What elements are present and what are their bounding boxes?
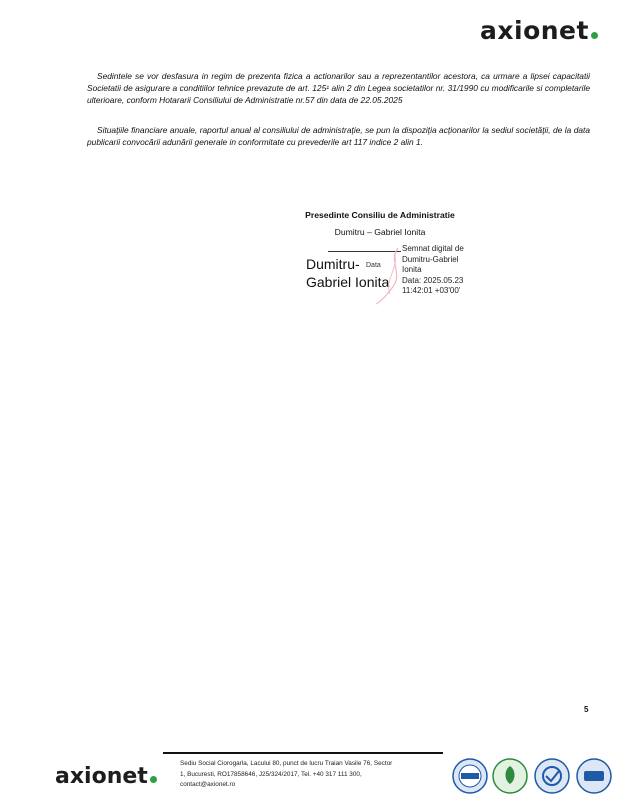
signature-data-label: Data	[366, 262, 381, 269]
logo-dot	[591, 32, 598, 39]
logo-dot	[150, 776, 157, 783]
signature-scribble-icon	[370, 244, 410, 306]
stamp-line: Semnat digital de	[402, 244, 464, 253]
certification-badges	[450, 756, 616, 800]
iso-45001-badge-icon	[576, 758, 612, 794]
iso-9001-badge-icon	[534, 758, 570, 794]
body-paragraph-2	[87, 124, 590, 152]
stamp-line: Ionita	[402, 265, 422, 274]
digital-signature-name: Dumitru- Gabriel Ionita	[306, 256, 390, 290]
signatory-name: Dumitru – Gabriel Ionita	[334, 227, 426, 237]
iso-27001-badge-icon	[452, 758, 488, 794]
footer-logo: axionet	[55, 764, 157, 789]
signature-block	[260, 210, 500, 237]
paragraph-text: Sedintele se vor desfasura in regim de prezenta fizica a actionarilor sau a reprezentantilor acestora, ca urmare a lipsei capacitatii Societatii de asigurare a conditiilor tehnice prevazute de art. 125¹ alin 2 din Legea societatilor nr. 31/1990 cu modificarile si completarile ulterioare, conform Hotararii Consiliului de Administratie nr.57 din data de 22.05.2025	[87, 71, 590, 105]
paragraph-text: Situaţiile financiare anuale, raportul anual al consiliului de administraţie, se pun la dispoziţia acţionarilor la sediul societăţii, de la data publicarii convocării adunării generale in conformitate cu prevederile art 117 indice 2 alin 1.	[87, 125, 590, 147]
footer-divider	[163, 752, 443, 754]
stamp-line: Dumitru-Gabriel	[402, 254, 459, 264]
footer-address: Sediu Social Ciorogarla, Lacului 80, punct de lucru Traian Vasile 76, Sector 1, Bucuresti, RO17858646, J25/324/2017, Tel. +40 317 111 300, contact@axionet.ro	[180, 760, 393, 788]
stamp-line: Data: 2025.05.23	[402, 275, 464, 285]
stamp-line: 11:42:01 +03'00'	[402, 286, 461, 295]
iso-14001-badge-icon	[492, 758, 528, 794]
page-number: 5	[584, 705, 589, 714]
signatory-title: Presedinte Consiliu de Administratie	[305, 210, 455, 220]
body-paragraph-1	[87, 70, 590, 110]
company-logo: axionet	[480, 16, 598, 45]
digital-signature-stamp	[402, 244, 492, 297]
